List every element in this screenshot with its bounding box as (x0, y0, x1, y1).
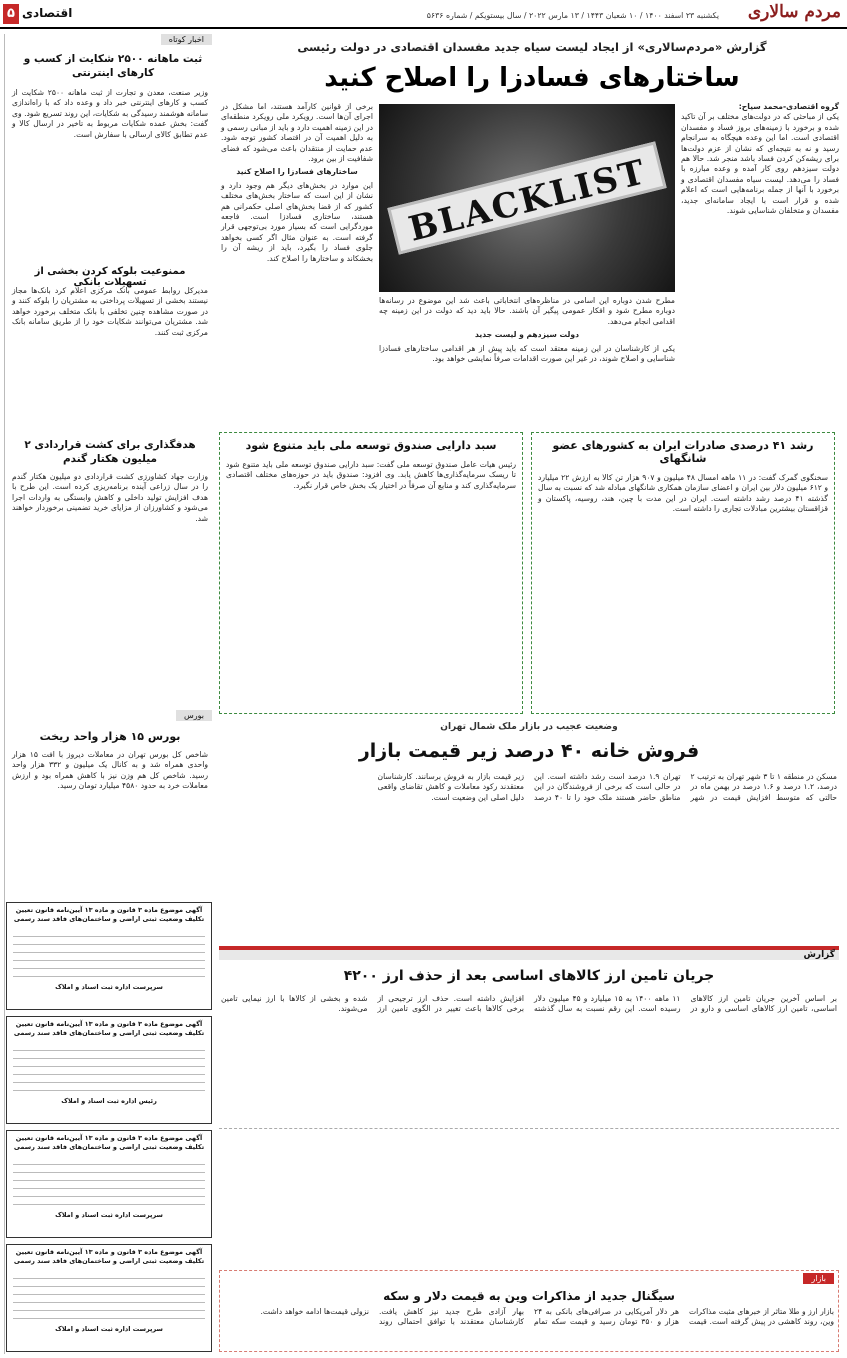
legal-ad-2-title: آگهی موضوع ماده ۳ قانون و ماده ۱۳ آیین‌نامه قانون تعیین تکلیف وضعیت ثبتی اراضی و ساختمان‌های فاقد سند رسمی (13, 1020, 205, 1037)
masthead (0, 0, 847, 28)
box-fund (219, 432, 523, 714)
sidebar-title-3: هدفگذاری برای کشت قراردادی ۲ میلیون هکتار گندم (24, 439, 196, 465)
box-shanghai-body: سخنگوی گمرک گفت: در ۱۱ ماهه امسال ۴۸ میلیون و ۹۰۷ هزار تن کالا به ارزش ۲۲ میلیارد و ۶۱۲ میلیون دلار بین ایران و اعضای سازمان همکاری شانگهای مبادله شد که نسبت به سال گذشته ۴۱ درصد رشد داشته است. ایران در این مدت با چین، هند، روسیه، پاکستان و قزاقستان بیشترین مبادلات تجاری را داشته است. (538, 473, 828, 514)
box-fund-title[interactable]: سبد دارایی صندوق توسعه ملی باید متنوع شود (245, 439, 497, 452)
lead-col-3-text: مطرح شدن دوباره این اسامی در مناظره‌های انتخاباتی باعث شد این موضوع در رسانه‌ها دوباره مطرح شود و افکار عمومی پیگیر آن باشند. حالا باید دید که دولت در این زمینه چه اقدامی انجام می‌دهد. (379, 296, 675, 326)
image-label: BLACKLIST (387, 141, 666, 254)
bourse-body: شاخص کل بورس تهران در معاملات دیروز با افت ۱۵ هزار واحدی همراه شد و به کانال یک میلیون و ۳۳۲ هزار واحد رسید. شاخص کل هم وزن نیز با کاهش همراه بود و ارزش معاملات خرد به حدود ۴۵۸۰ میلیارد تومان رسید. (12, 750, 208, 791)
report-title[interactable]: جریان تامین ارز کالاهای اساسی بعد از حذف ارز ۴۲۰۰ (343, 968, 715, 984)
legal-ad-4-title: آگهی موضوع ماده ۳ قانون و ماده ۱۳ آیین‌نامه قانون تعیین تکلیف وضعیت ثبتی اراضی و ساختمان‌های فاقد سند رسمی (13, 1248, 205, 1265)
bourse-title: بورس ۱۵ هزار واحد ریخت (39, 730, 181, 743)
legal-ad-2-footer: رئیس اداره ثبت اسناد و املاک (61, 1097, 157, 1105)
legal-ad-3-title: آگهی موضوع ماده ۳ قانون و ماده ۱۳ آیین‌نامه قانون تعیین تکلیف وضعیت ثبتی اراضی و ساختمان‌های فاقد سند رسمی (13, 1134, 205, 1151)
lead-subhead-2: دولت سیزدهم و لیست جدید (474, 330, 580, 340)
lead-subhead-1: ساختارهای فسادزا را اصلاح کنید (236, 167, 358, 177)
lead-kicker: گزارش «مردم‌سالاری» از ایجاد لیست سیاه جدید مفسدان اقتصادی در دولت رئیسی (297, 40, 767, 54)
sidebar-body-2: مدیرکل روابط عمومی بانک مرکزی اعلام کرد بانک‌ها مجاز نیستند بخشی از تسهیلات پرداختی به مشتریان را بلوکه کنند و در صورت مشاهده چنین تخلفی با بانک متخلف برخورد خواهد شد. مشتریان می‌توانند شکایات خود را از طریق سامانه بانک مرکزی ثبت کنند. (12, 286, 208, 337)
legal-ad-1-text (13, 929, 205, 981)
report-accent (219, 946, 839, 950)
lead-title[interactable]: ساختارهای فسادزا را اصلاح کنید (324, 63, 740, 93)
lead-col-2 (221, 102, 373, 424)
currency-body: بازار ارز و طلا متاثر از خبرهای مثبت مذاکرات وین، روند کاهشی در پیش گرفته است. قیمت هر دلار آمریکایی در صرافی‌های بانکی به ۲۴ هزار و ۳۵۰ تومان رسید و قیمت سکه تمام بهار آزادی طرح جدید نیز کاهش یافت. کارشناسان معتقدند با توافق احتمالی روند نزولی قیمت‌ها ادامه خواهد داشت. (260, 1307, 834, 1327)
page-number: ۵ (3, 4, 19, 24)
blacklist-image (379, 104, 675, 292)
legal-ad-2-text (13, 1043, 205, 1095)
lead-col-3b-text: یکی از کارشناسان در این زمینه معتقد است که باید پیش از هر اقدامی ساختارهای فسادزا شناسایی و اصلاح شوند، در غیر این صورت اقدامات صرفاً نمایشی خواهد بود. (379, 343, 675, 364)
lead-col-2b-text: این موارد در بخش‌های دیگر هم وجود دارد و نشان از این است که ساختار بخش‌های مختلف کشور که از قضا بخش‌های اصلی حکمرانی هم هستند، ساختاری فسادزا است. فاجعه موردگرایی است که بسیار مورد بی‌توجهی قرار گرفته است. به عنوان مثال اگر کسی بخواهد جلوی فساد را بگیرد، باید از ریشه آن را بخشکاند و ساختارها را اصلاح کند. (221, 180, 373, 263)
bourse-tag: بورس (176, 710, 212, 721)
housing-kicker: وضعیت عجیب در بازار ملک شمال تهران (440, 722, 618, 732)
lead-col-3 (379, 296, 675, 424)
legal-ad-1 (6, 902, 212, 1010)
sidebar-title-1: ثبت ماهانه ۲۵۰۰ شکایت از کسب و کارهای اینترنتی (23, 53, 203, 79)
box-fund-body: رئیس هیات عامل صندوق توسعه ملی گفت: سبد دارایی صندوق توسعه ملی باید متنوع شود تا ریسک سرمایه‌گذاری‌ها کاهش یابد. وی افزود: صندوق باید در حوزه‌های مختلف اقتصادی سرمایه‌گذاری کند و منابع آن صرفاً در اختیار یک بخش خاص قرار نگیرد. (226, 460, 516, 490)
housing-body: مسکن در منطقه ۱ تا ۳ شهر تهران به ترتیب ۲ درصد، ۱.۲ درصد و ۱.۶ درصد در بهمن ماه در حالتی که متوسط افزایش قیمت در شهر تهران ۱.۹ درصد است رشد داشته است. این در حالی است که برخی از فروشندگان در این مناطق حاضر هستند ملک خود را تا ۴۰ درصد زیر قیمت بازار به فروش برسانند. کارشناسان معتقدند رکود معاملات و کاهش تقاضای واقعی دلیل اصلی این وضعیت است. (377, 772, 837, 802)
masthead-rule (0, 27, 847, 29)
box-shanghai-title[interactable]: رشد ۴۱ درصدی صادرات ایران به کشورهای عضو شانگهای (552, 439, 814, 465)
lead-col-2-text: برخی از قوانین کارآمد هستند، اما مشکل در اجرای آن‌ها است. رویکرد ملی رویکرد منطقه‌ای در این زمینه اهمیت دارد و باید از مبانی رسمی و به دلیل اهمیت آن در اقتصاد کشور توجه شود. عدم حمایت از منتقدان باعث می‌شود که فضای شفافیت از بین برود. (221, 102, 373, 164)
report-rule (219, 1128, 839, 1129)
lead-col-1-text: یکی از مباحثی که در دولت‌های مختلف بر آن تاکید شده و برخورد با زمینه‌های بروز فساد و مفسدان اقتصادی است. اما این وعده هیچگاه به سرانجام رسید و نه به نتیجه‌ای که نشان از عزم دولت‌ها برای ریشه‌کن کردن فساد باشد منجر شد. حالا هم دولت سیزدهم روی کار آمده و وعده مبارزه با فساد را می‌دهد. لیست سیاه مفسدان اقتصادی و برخورد با آنها از جمله برنامه‌هایی است که اعلام شده و قرار است با ایجاد سامانه‌ای جدید، مفسدان و متخلفان شناسایی شوند. (681, 112, 839, 216)
sidebar (4, 34, 212, 1354)
currency-title[interactable]: سیگنال جدید از مذاکرات وین به قیمت دلار و سکه (383, 1289, 675, 1303)
section-title: اقتصادی (22, 6, 73, 20)
legal-ad-1-title: آگهی موضوع ماده ۳ قانون و ماده ۱۳ آیین‌نامه قانون تعیین تکلیف وضعیت ثبتی اراضی و ساختمان‌های فاقد سند رسمی (13, 906, 205, 923)
dateline: یکشنبه ۲۳ اسفند ۱۴۰۰ / ۱۰ شعبان ۱۴۴۳ / ۱۳ مارس ۲۰۲۲ / سال بیستویکم / شماره ۵۶۳۶ (426, 11, 719, 20)
report-body: بر اساس آخرین جریان تامین ارز کالاهای اساسی، تامین ارز کالاهای اساسی و دارو در ۱۱ ماهه ۱۴۰۰ به ۱۵ میلیارد و ۴۵ میلیون دلار رسیده است. این رقم نسبت به سال گذشته افزایش داشته است. حذف ارز ترجیحی از برخی کالاها باعث تغییر در الگوی تامین ارز شده و بخشی از کالاها با ارز نیمایی تامین می‌شوند. (221, 994, 837, 1014)
legal-ad-4-footer: سرپرست اداره ثبت اسناد و املاک (55, 1325, 163, 1333)
sidebar-title-2: ممنوعیت بلوکه کردن بخشی از تسهیلات بانکی (34, 266, 186, 288)
sidebar-body-3: وزارت جهاد کشاورزی کشت قراردادی دو میلیون هکتار گندم را در سال زراعی آینده برنامه‌ریزی کرده است. این طرح با هدف افزایش تولید داخلی و کاهش وابستگی به واردات اجرا می‌شود و کشاورزان از مزایای خرید تضمینی برخوردار خواهند شد. (12, 472, 208, 523)
box-shanghai (531, 432, 835, 714)
sidebar-body-1: وزیر صنعت، معدن و تجارت از ثبت ماهانه ۲۵۰۰ شکایت از کسب و کارهای اینترنتی خبر داد و وعده داد که با راه‌اندازی سامانه هوشمند رسیدگی به شکایات، این روند تسریع شود. وی گفت: بخش عمده شکایات مربوط به تاخیر در ارسال کالا و عدم تطابق کالای ارسالی با سفارش است. (12, 88, 208, 139)
legal-ad-2 (6, 1016, 212, 1124)
legal-ad-4-text (13, 1271, 205, 1323)
legal-ad-3-text (13, 1157, 205, 1209)
lead-byline: گروه اقتصادی-محمد سیاح: (738, 102, 839, 111)
lead-col-1 (681, 102, 839, 424)
sidebar-tag: اخبار کوتاه (161, 34, 212, 45)
legal-ad-4 (6, 1244, 212, 1352)
currency-tag: بازار (803, 1273, 834, 1284)
logo[interactable]: مردم سالاری (747, 2, 841, 22)
legal-ad-3-footer: سرپرست اداره ثبت اسناد و املاک (55, 1211, 163, 1219)
currency-box (219, 1270, 839, 1352)
housing-title[interactable]: فروش خانه ۴۰ درصد زیر قیمت بازار (358, 740, 700, 762)
legal-ad-3 (6, 1130, 212, 1238)
report-tag: گزارش (803, 950, 835, 960)
legal-ad-1-footer: سرپرست اداره ثبت اسناد و املاک (55, 983, 163, 991)
